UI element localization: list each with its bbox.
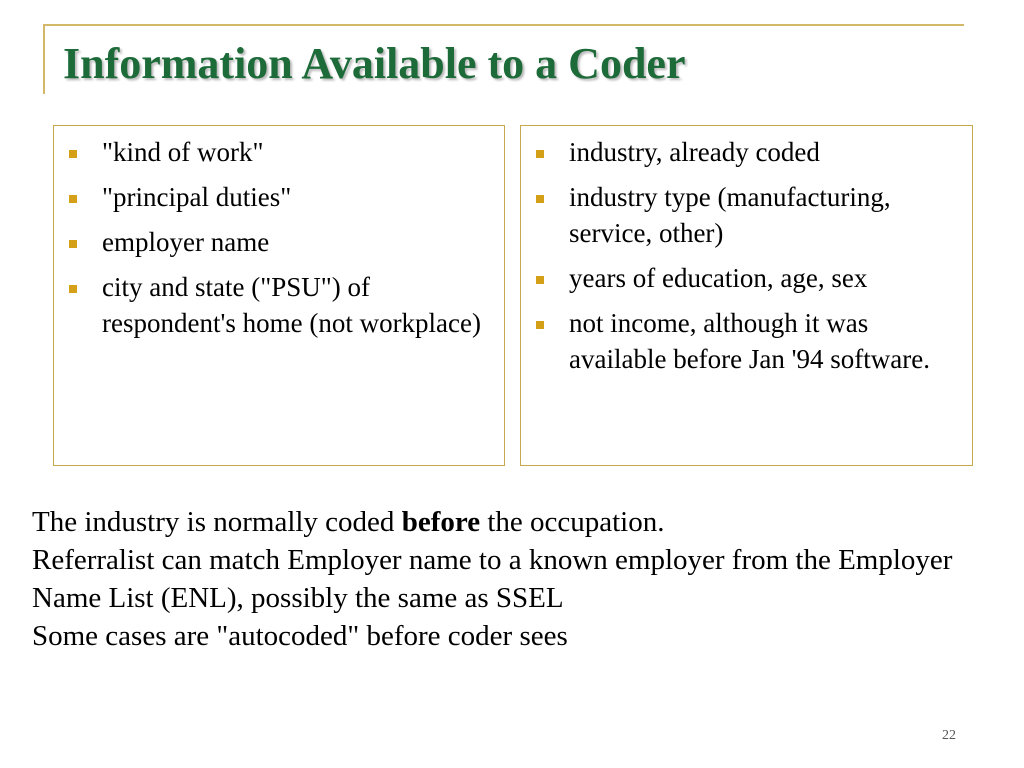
list-item <box>54 134 498 170</box>
frame-left-rule <box>43 24 45 94</box>
left-bullet-list <box>54 134 498 350</box>
square-bullet-icon <box>69 195 77 203</box>
list-item-text: industry, already coded <box>569 137 820 167</box>
list-item-text: "kind of work" <box>102 137 264 167</box>
left-info-box <box>53 125 505 466</box>
body-line1-end: the occupation. <box>480 506 665 538</box>
page-number: 22 <box>942 728 956 743</box>
body-paragraph-industry <box>32 503 992 541</box>
list-item <box>521 179 966 251</box>
body-paragraph-autocoded: Some cases are "autocoded" before coder sees <box>32 620 568 652</box>
list-item-text: years of education, age, sex <box>569 263 868 293</box>
right-info-box <box>520 125 973 466</box>
slide-title: Information Available to a Coder <box>63 39 686 88</box>
square-bullet-icon <box>536 276 544 284</box>
list-item <box>54 269 498 341</box>
body-paragraph-referralist: Referralist can match Employer name to a known employer from the Employer Name List (ENL), possibly the same as SSEL <box>32 544 953 614</box>
list-item <box>54 179 498 215</box>
square-bullet-icon <box>536 321 544 329</box>
body-line1-bold: before <box>401 506 481 538</box>
square-bullet-icon <box>69 150 77 158</box>
square-bullet-icon <box>69 240 77 248</box>
list-item-text: "principal duties" <box>102 182 292 212</box>
list-item-text: industry type (manufacturing, service, other) <box>569 182 891 248</box>
square-bullet-icon <box>536 150 544 158</box>
list-item <box>54 224 498 260</box>
right-bullet-list <box>521 134 966 386</box>
body-text <box>32 503 992 655</box>
list-item-text: city and state ("PSU") of respondent's home (not workplace) <box>102 272 482 338</box>
list-item <box>521 134 966 170</box>
list-item <box>521 260 966 296</box>
frame-top-rule <box>43 24 964 26</box>
body-line1-start: The industry is normally coded <box>32 506 402 538</box>
list-item-text: employer name <box>102 227 270 257</box>
list-item <box>521 305 966 377</box>
square-bullet-icon <box>69 285 77 293</box>
list-item-text: not income, although it was available before Jan '94 software. <box>569 308 930 374</box>
square-bullet-icon <box>536 195 544 203</box>
